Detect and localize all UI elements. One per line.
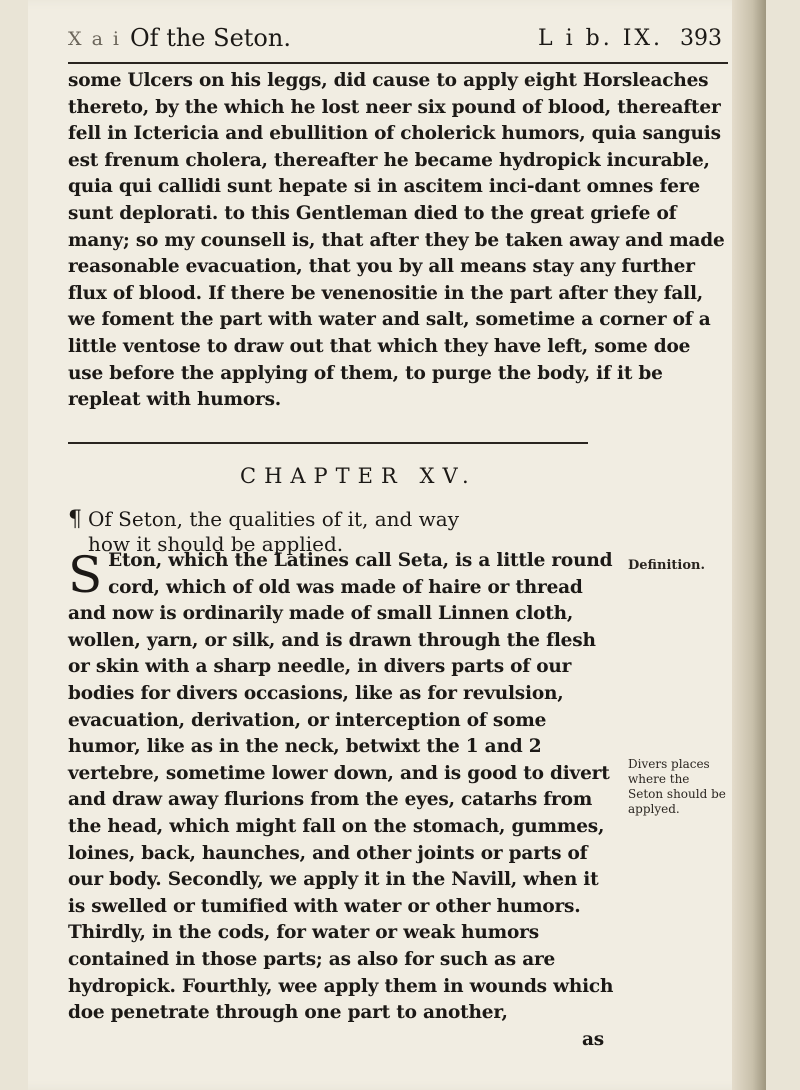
header-title: Of the Seton. xyxy=(130,24,291,52)
subtitle-line-2: how it should be applied. xyxy=(88,532,344,556)
chapter-heading: CHAPTER XV. xyxy=(240,464,477,488)
chapter-body-text: Eton, which the Latines call Seta, is a little round cord, which of old was made of haire or thread and now is ordinarily made of small Linnen cloth, wollen, yarn, or silk, and is drawn through the flesh or skin with a sharp needle, in divers parts of our bodies for divers occasions, like as for revulsion, evacuation, derivation, or interception of some humor, like as in the neck, betwixt the 1 and 2 vertebre, sometime lower down, and is good to divert and draw away flurions from the eyes, catarhs from the head, which might fall on the stomach, gummes, loines, back, haunches, and other joints or parts of our body. Secondly, we apply it in the Navill, when it is swelled or tumified with water or other humors. Thirdly, in the cods, for water or weak humors contained in those parts; as also for such as are hydropick. Fourthly, wee apply them in wounds which doe penetrate through one part to another, xyxy=(68,550,614,1024)
running-header xyxy=(68,24,728,64)
drop-cap: S xyxy=(68,546,103,604)
pilcrow-icon: ¶ xyxy=(68,507,82,532)
subtitle-line-1: Of Seton, the qualities of it, and way xyxy=(88,507,460,531)
margin-note-places: Divers places where the Seton should be applyed. xyxy=(628,757,726,816)
book-page xyxy=(28,0,766,1090)
section-divider xyxy=(68,442,588,444)
catchword: as xyxy=(581,1028,604,1050)
page-gutter xyxy=(732,0,766,1090)
header-book: L i b. IX. xyxy=(538,26,664,51)
margin-note-definition: Definition. xyxy=(628,558,705,573)
page-number: 393 xyxy=(680,26,722,51)
continuation-paragraph: some Ulcers on his leggs, did cause to apply eight Horsleaches thereto, by the which he lost neer six pound of blood, thereafter fell in Ictericia and ebullition of cholerick humors, quia sanguis est frenum cholera, thereafter he became hydropick incurable, quia qui callidi sunt hepate si in ascitem inci-dant omnes fere sunt deplorati. to this Gentleman died to the great griefe of many; so my counsell is, that after they be taken away and made reasonable evacuation, that you by all means stay any further flux of blood. If there be venenositie in the part after they fall, we foment the part with water and salt, sometime a corner of a little ventose to draw out that which they have left, some doe use before the applying of them, to purge the body, if it be repleat with humors. xyxy=(68,70,725,411)
chapter-body xyxy=(68,548,616,1053)
header-left-mark: X a i xyxy=(68,28,122,50)
